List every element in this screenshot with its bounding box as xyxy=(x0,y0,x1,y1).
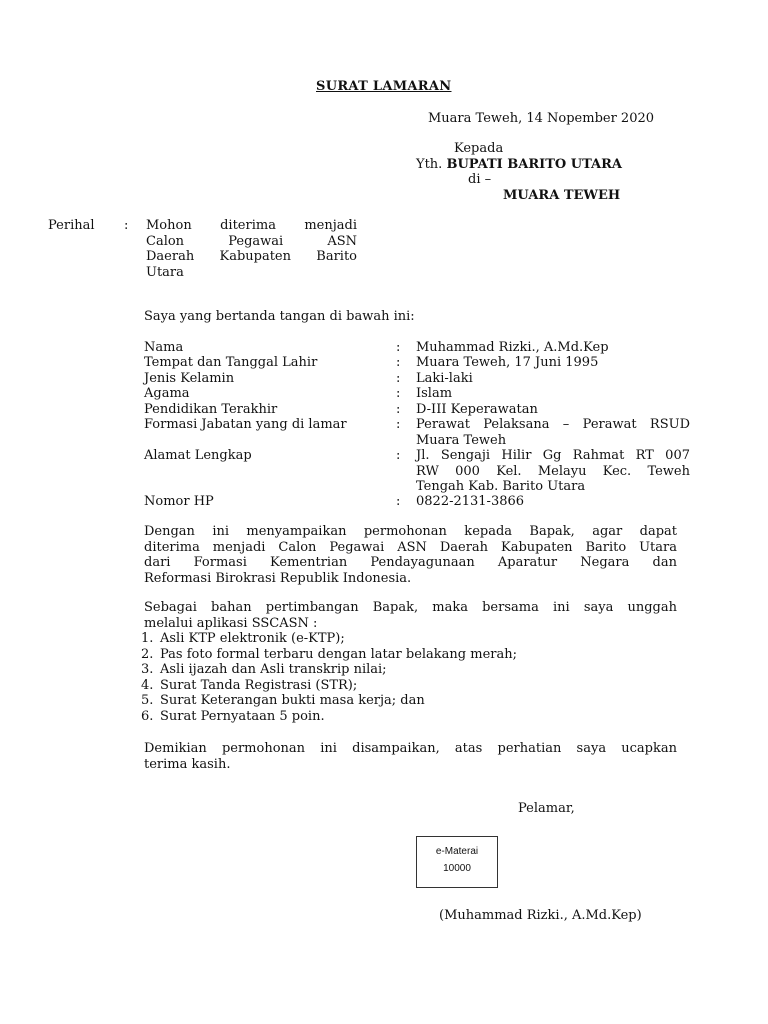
paragraph-line: Reformasi Birokrasi Republik Indonesia. xyxy=(144,570,412,586)
to-line xyxy=(416,157,622,172)
list-text: Asli ijazah dan Asli transkrip nilai; xyxy=(160,662,387,677)
paragraph-line: diterima menjadi Calon Pegawai ASN Daerah Kabupaten Barito Utara xyxy=(144,539,677,555)
list-item xyxy=(141,709,517,725)
field-colon: : xyxy=(396,371,401,386)
perihal-colon: : xyxy=(124,218,129,233)
attachment-list xyxy=(141,631,517,724)
to-recipient: BUPATI BARITO UTARA xyxy=(446,157,623,172)
field-value xyxy=(416,402,690,418)
field-colon: : xyxy=(396,386,401,401)
paragraph-line: Demikian permohonan ini disampaikan, atas perhatian saya ucapkan xyxy=(144,741,677,756)
materai-label: e-Materai xyxy=(435,846,479,857)
list-number: 4. xyxy=(141,677,154,693)
field-value-line: Islam xyxy=(416,386,453,401)
list-item xyxy=(141,678,517,694)
paragraph-line: terima kasih. xyxy=(144,756,231,772)
intro-text: Saya yang bertanda tangan di bawah ini: xyxy=(144,309,415,324)
list-text: Pas foto formal terbaru dengan latar belakang merah; xyxy=(160,646,517,662)
list-item xyxy=(141,693,517,709)
paragraph-line: Dengan ini menyampaikan permohonan kepada Bapak, agar dapat xyxy=(144,524,677,539)
field-value xyxy=(416,340,690,356)
field-label: Nomor HP xyxy=(144,494,214,509)
field-label: Alamat Lengkap xyxy=(144,448,252,463)
perihal-line: Utara xyxy=(146,264,184,280)
field-label: Nama xyxy=(144,340,184,355)
field-label: Agama xyxy=(144,386,190,401)
field-value-line: Laki-laki xyxy=(416,371,473,386)
field-value-line: Muhammad Rizki., A.Md.Kep xyxy=(416,340,609,355)
field-value-line: D-III Keperawatan xyxy=(416,402,538,417)
field-value xyxy=(416,386,690,402)
paragraph-line: melalui aplikasi SSCASN : xyxy=(144,615,318,631)
paragraph-line: dari Formasi Kementrian Pendayagunaan Aparatur Negara dan xyxy=(144,555,677,570)
perihal-line: Calon Pegawai ASN xyxy=(146,233,357,249)
field-colon: : xyxy=(396,417,401,432)
field-label: Tempat dan Tanggal Lahir xyxy=(144,355,318,370)
to-di: di – xyxy=(468,172,492,187)
field-value xyxy=(416,417,690,448)
field-colon: : xyxy=(396,355,401,370)
signature-label: Pelamar, xyxy=(518,801,575,816)
field-colon: : xyxy=(396,340,401,355)
list-number: 3. xyxy=(141,662,154,677)
letter-title: SURAT LAMARAN xyxy=(316,79,452,94)
place-date: Muara Teweh, 14 Nopember 2020 xyxy=(428,111,655,126)
signature-name: (Muhammad Rizki., A.Md.Kep) xyxy=(439,908,642,923)
field-value xyxy=(416,448,690,495)
list-text: Surat Tanda Registrasi (STR); xyxy=(160,677,358,693)
perihal-label: Perihal xyxy=(48,218,95,233)
materai-value: 10000 xyxy=(443,863,471,874)
field-colon: : xyxy=(396,494,401,509)
field-value-line: Tengah Kab. Barito Utara xyxy=(416,479,586,494)
list-text: Surat Pernyataan 5 poin. xyxy=(160,708,325,724)
field-value-line: Muara Teweh, 17 Juni 1995 xyxy=(416,355,599,370)
field-colon: : xyxy=(396,402,401,417)
to-yth: Yth. xyxy=(416,157,443,172)
field-value xyxy=(416,355,690,371)
field-label: Pendidikan Terakhir xyxy=(144,402,278,417)
field-value-line: Muara Teweh xyxy=(416,432,507,448)
to-city: MUARA TEWEH xyxy=(503,188,621,203)
field-label: Formasi Jabatan yang di lamar xyxy=(144,417,347,432)
list-number: 2. xyxy=(141,646,154,662)
list-number: 1. xyxy=(141,631,154,646)
perihal-text xyxy=(146,218,357,280)
paragraph-line: Sebagai bahan pertimbangan Bapak, maka bersama ini saya unggah xyxy=(144,600,677,615)
list-text: Surat Keterangan bukti masa kerja; dan xyxy=(160,693,425,708)
paragraph-request xyxy=(144,524,677,586)
field-value xyxy=(416,494,690,510)
field-value xyxy=(416,371,690,387)
list-item xyxy=(141,647,517,663)
list-item xyxy=(141,631,517,647)
field-label: Jenis Kelamin xyxy=(144,371,235,386)
perihal-line: Mohon diterima menjadi xyxy=(146,218,357,233)
field-value-line: RW 000 Kel. Melayu Kec. Teweh xyxy=(416,463,690,479)
field-colon: : xyxy=(396,448,401,463)
field-value-line: Jl. Sengaji Hilir Gg Rahmat RT 007 xyxy=(416,448,690,463)
list-item xyxy=(141,662,517,678)
paragraph-closing xyxy=(144,741,677,772)
list-number: 5. xyxy=(141,693,154,708)
list-text: Asli KTP elektronik (e-KTP); xyxy=(160,631,345,646)
to-kepada: Kepada xyxy=(454,141,504,156)
paragraph-attachments-intro xyxy=(144,600,677,631)
field-value-line: 0822-2131-3866 xyxy=(416,494,525,509)
e-materai-box xyxy=(416,836,498,888)
perihal-line: Daerah Kabupaten Barito xyxy=(146,249,357,264)
field-value-line: Perawat Pelaksana – Perawat RSUD xyxy=(416,417,690,432)
list-number: 6. xyxy=(141,708,154,724)
